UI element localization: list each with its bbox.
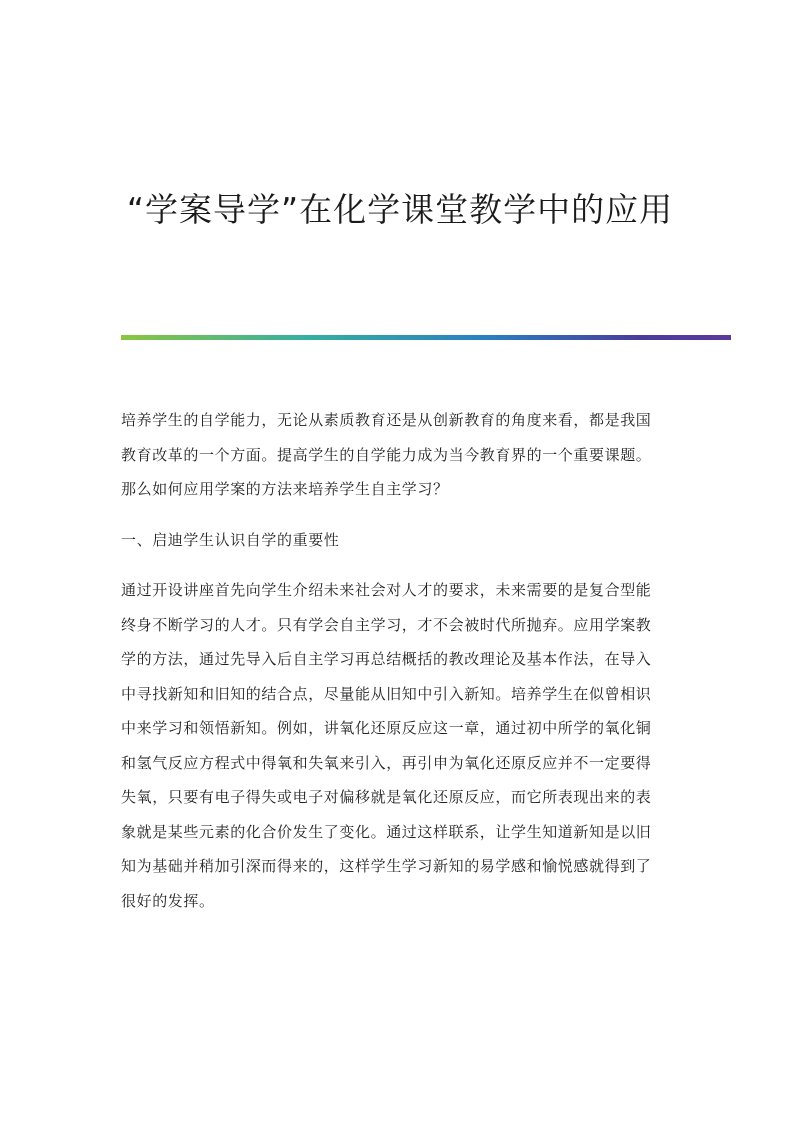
heading-line: 一、启迪学生认识自学的重要性 xyxy=(121,530,340,549)
text-line: 和氢气反应方程式中得氧和失氧来引入，再引申为氧化还原反应并不一定要得 xyxy=(121,753,652,772)
section-heading xyxy=(121,523,681,558)
text-line: 终身不断学习的人才。只有学会自主学习，才不会被时代所抛弃。应用学案教 xyxy=(121,615,652,634)
intro-paragraph xyxy=(121,403,681,507)
text-line: 很好的发挥。 xyxy=(121,891,215,910)
text-line: 学的方法，通过先导入后自主学习再总结概括的教改理论及基本作法，在导入 xyxy=(121,650,652,668)
title-divider xyxy=(121,335,731,340)
text-line: 教育改革的一个方面。提高学生的自学能力成为当今教育界的一个重要课题。 xyxy=(121,445,652,464)
document-body xyxy=(121,403,681,918)
text-line: 失氧，只要有电子得失或电子对偏移就是氧化还原反应，而它所表现出来的表 xyxy=(121,788,652,806)
document-title: “学案导学”在化学课堂教学中的应用 xyxy=(126,190,674,229)
text-line: 中来学习和领悟新知。例如，讲氧化还原反应这一章，通过初中所学的氧化铜 xyxy=(121,719,652,737)
text-line: 知为基础并稍加引深而得来的，这样学生学习新知的易学感和愉悦感就得到了 xyxy=(121,857,652,875)
body-paragraph xyxy=(121,573,681,918)
text-line: 那么如何应用学案的方法来培养学生自主学习？ xyxy=(121,480,449,498)
text-line: 象就是某些元素的化合价发生了变化。通过这样联系，让学生知道新知是以旧 xyxy=(121,822,652,841)
text-line: 培养学生的自学能力，无论从素质教育还是从创新教育的角度来看，都是我国 xyxy=(121,411,652,429)
text-line: 通过开设讲座首先向学生介绍未来社会对人才的要求，未来需要的是复合型能 xyxy=(121,581,652,599)
text-line: 中寻找新知和旧知的结合点，尽量能从旧知中引入新知。培养学生在似曾相识 xyxy=(121,684,652,703)
